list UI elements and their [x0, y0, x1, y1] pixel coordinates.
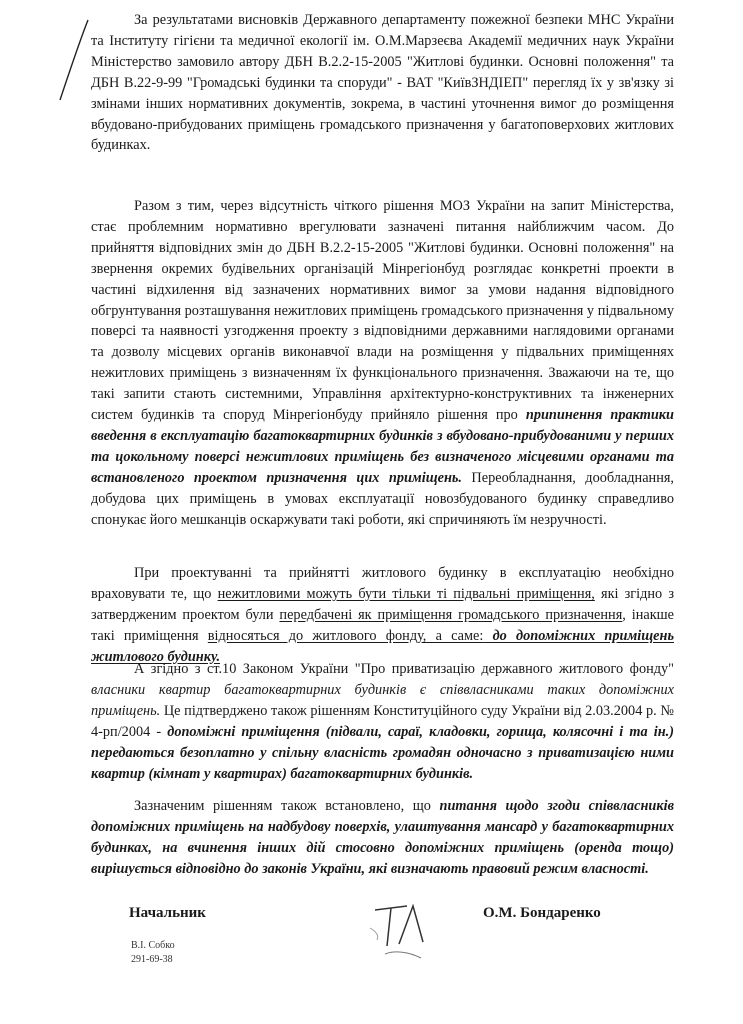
underline-phrase-2: передбачені як приміщення громадського призначення — [279, 606, 623, 623]
paragraph-4: А згідно з ст.10 Законом України "Про приватизацію державного житлового фонду" власники квартир багатоквартирних будинків є співвласниками таких допоміжних приміщень. Це підтверджено також рішенням Конституційного суду України від 2.03.2004 р. № 4-рп/2004 - допоміжні приміщення (підвали, сараї, кладовки, горища, колясочні і та ін.) передаються безоплатно у спільну власність громадян одночасно з приватизацією ними квартир (кімнат у квартирах) багатоквартирних будинків. — [91, 661, 674, 782]
executor-phone: 291-69-38 — [131, 954, 173, 965]
paragraph-1: За результатами висновків Державного департаменту пожежної безпеки МНС України та Інституту гігієни та медичної екології ім. О.М.Марзеєва Академії медичних наук України Міністерство замовило автору ДБН В.2.2-15-2005 "Житлові будинки. Основні положення" та ДБН В.22-9-99 "Громадські будинки та споруди" - ВАТ "КиївЗНДІЕП" перегляд їх у зв'язку зі змінами інших нормативних документів, зокрема, в частині уточнення вимог до розміщення вбудовано-прибудованих приміщень громадського призначення у багатоповерхових житлових будинках. — [91, 12, 674, 154]
executor-name: В.І. Собко — [131, 940, 175, 951]
paragraph-3: При проектуванні та прийнятті житлового будинку в експлуатацію необхідно враховувати те, що нежитловими можуть бути тільки ті підвальні приміщення, які згідно з затвердженим проектом були передбачені як приміщення громадського призначення, інакше такі приміщення відносяться до житлового фонду, а саме: до допоміжних приміщень житлового будинку. — [91, 565, 675, 665]
signer-name: О.М. Бондаренко — [483, 905, 601, 921]
underline-phrase-3: відносяться до житлового фонду, а саме: — [207, 627, 484, 644]
underline-phrase-4: до допоміжних приміщень житлового будинку. — [91, 627, 674, 665]
paragraph-2-emphasis: припинення практики введення в експлуатацію багатоквартирних будинків з вбудовано-прибудованими у перших та цокольному поверсі нежитлових приміщень без визначеного місцевими органами та встановленого проектом призначення цих приміщень. — [91, 407, 674, 486]
executor-info — [131, 939, 175, 967]
signer-title: Начальник — [129, 905, 206, 921]
paragraph-2: Разом з тим, через відсутність чіткого рішення МОЗ України на запит Міністерства, стає проблемним нормативно врегулювати зазначені питання найближчим часом. До прийняття відповідних змін до ДБН В.2.2-15-2005 "Житлові будинки. Основні положення" на звернення окремих будівельних організацій Мінрегіонбуд розглядає конкретні проекти в частині відхилення від зазначених нормативних вимог за умови надання відповідного обгрунтування розташування нежитлових приміщень громадського призначення у підвальному поверсі та наявності узгодження проекту з відповідними державними наглядовими органами та дозволу місцевих органів виконавчої влади на розміщення у підвальних приміщеннях нежитлових приміщень з визначенням їх функціонального призначення. Зважаючи на те, що такі запити стають системними, Управління архітектурно-конструктивних та інженерних систем будинків та споруд Мінрегіонбуду прийняло рішення про припинення практики введення в експлуатацію багатоквартирних будинків з вбудовано-прибудованими у перших та цокольному поверсі нежитлових приміщень без визначеного місцевими органами та встановленого проектом призначення цих приміщень. Переобладнання, дообладнання, добудова цих приміщень в умовах експлуатації новозбудованого будинку справедливо спонукає його мешканців оскаржувати такі роботи, які спричиняють їм незручності. — [91, 198, 674, 528]
underline-phrase-1: нежитловими можуть бути тільки ті підвальні приміщення, — [217, 585, 595, 602]
paragraph-5: Зазначеним рішенням також встановлено, що питання щодо згоди співвласників допоміжних приміщень на надбудову поверхів, улаштування мансард у багатоквартирних будинках, на вчинення інших дій стосовно допоміжних приміщень (оренда тощо) вирішується відповідно до законів України, які визначають правовий режим власності. — [91, 798, 674, 877]
handwritten-signature — [365, 888, 445, 966]
